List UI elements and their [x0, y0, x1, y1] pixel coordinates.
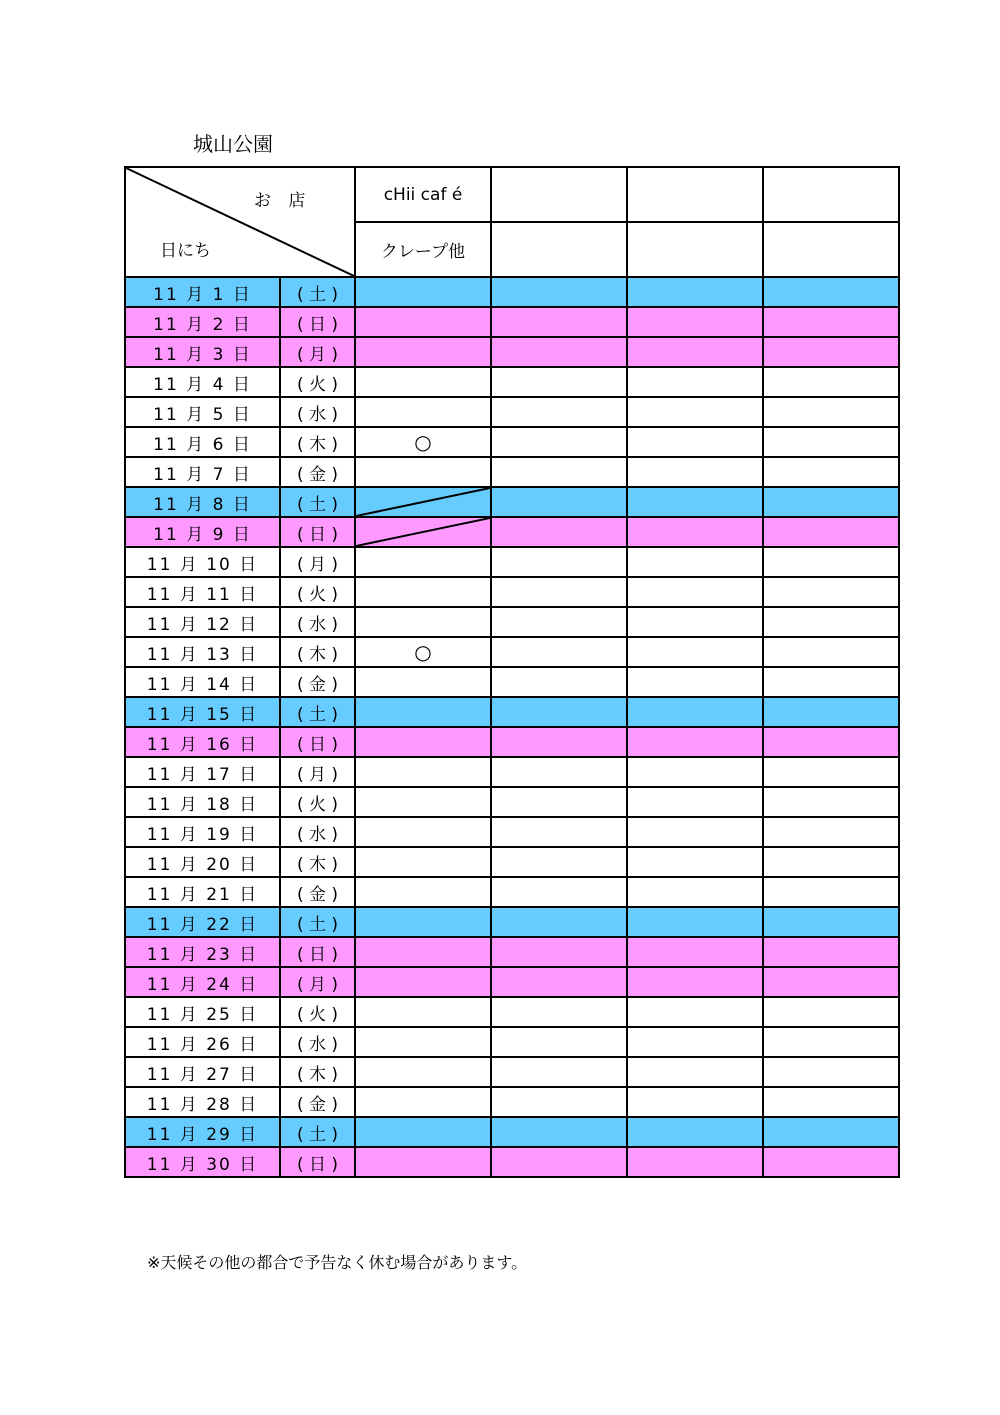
schedule-cell [627, 1027, 763, 1057]
day-row [125, 277, 899, 307]
schedule-cell [355, 1027, 491, 1057]
schedule-cell [491, 817, 627, 847]
schedule-cell [627, 697, 763, 727]
shop-sub-cell [491, 222, 627, 277]
schedule-cell [627, 1147, 763, 1177]
schedule-cell [355, 1147, 491, 1177]
weekday-cell: ( 火 ) [280, 787, 355, 817]
date-cell: 11 月 23 日 [125, 937, 280, 967]
schedule-cell [491, 607, 627, 637]
shop-axis-label: お 店 [254, 191, 312, 211]
schedule-cell [355, 967, 491, 997]
schedule-cell [355, 457, 491, 487]
schedule-cell [763, 1117, 899, 1147]
date-cell: 11 月 15 日 [125, 697, 280, 727]
schedule-cell [491, 457, 627, 487]
schedule-cell [491, 487, 627, 517]
date-cell: 11 月 20 日 [125, 847, 280, 877]
schedule-cell [355, 697, 491, 727]
weekday-cell: ( 火 ) [280, 367, 355, 397]
schedule-cell [627, 667, 763, 697]
schedule-cell [355, 397, 491, 427]
schedule-cell [627, 637, 763, 667]
weekday-cell: ( 金 ) [280, 667, 355, 697]
schedule-cell [491, 337, 627, 367]
schedule-cell [491, 577, 627, 607]
schedule-cell [763, 727, 899, 757]
date-cell: 11 月 17 日 [125, 757, 280, 787]
schedule-cell [355, 997, 491, 1027]
weekday-cell: ( 水 ) [280, 397, 355, 427]
date-cell: 11 月 27 日 [125, 1057, 280, 1087]
date-cell: 11 月 13 日 [125, 637, 280, 667]
day-row [125, 667, 899, 697]
day-row [125, 877, 899, 907]
schedule-cell [763, 697, 899, 727]
day-row [125, 1117, 899, 1147]
header-row-shop-names [125, 167, 899, 222]
date-cell: 11 月 30 日 [125, 1147, 280, 1177]
schedule-cell [491, 397, 627, 427]
schedule-cell [763, 1087, 899, 1117]
date-cell: 11 月 24 日 [125, 967, 280, 997]
schedule-cell [763, 577, 899, 607]
page-title: 城山公園 [193, 132, 273, 156]
date-cell: 11 月 25 日 [125, 997, 280, 1027]
day-row [125, 1147, 899, 1177]
weekday-cell: ( 金 ) [280, 1087, 355, 1117]
schedule-cell [491, 847, 627, 877]
schedule-cell [491, 907, 627, 937]
schedule-cell [763, 937, 899, 967]
shop-sub-cell [627, 222, 763, 277]
day-row [125, 487, 899, 517]
schedule-cell [763, 277, 899, 307]
weekday-cell: ( 金 ) [280, 457, 355, 487]
day-row [125, 607, 899, 637]
date-cell: 11 月 1 日 [125, 277, 280, 307]
header-corner-cell [125, 167, 355, 277]
schedule-cell [491, 1147, 627, 1177]
date-cell: 11 月 21 日 [125, 877, 280, 907]
day-row [125, 517, 899, 547]
date-cell: 11 月 18 日 [125, 787, 280, 817]
schedule-cell [355, 757, 491, 787]
weekday-cell: ( 土 ) [280, 907, 355, 937]
schedule-cell [627, 787, 763, 817]
schedule-cell-crossed [355, 487, 491, 517]
schedule-cell [355, 937, 491, 967]
schedule-cell [627, 967, 763, 997]
schedule-cell [491, 277, 627, 307]
weekday-cell: ( 水 ) [280, 1027, 355, 1057]
schedule-cell [763, 967, 899, 997]
schedule-cell [627, 757, 763, 787]
schedule-cell [763, 607, 899, 637]
schedule-cell [627, 487, 763, 517]
shop-sub-cell [763, 222, 899, 277]
date-cell: 11 月 6 日 [125, 427, 280, 457]
date-cell: 11 月 14 日 [125, 667, 280, 697]
schedule-cell [627, 427, 763, 457]
schedule-cell [355, 337, 491, 367]
schedule-cell [627, 1117, 763, 1147]
schedule-cell-crossed [355, 517, 491, 547]
schedule-cell [627, 337, 763, 367]
schedule-cell [355, 1087, 491, 1117]
schedule-cell [627, 1057, 763, 1087]
weekday-cell: ( 日 ) [280, 517, 355, 547]
weekday-cell: ( 水 ) [280, 607, 355, 637]
schedule-cell [763, 637, 899, 667]
schedule-cell [491, 787, 627, 817]
day-row [125, 427, 899, 457]
schedule-cell [763, 787, 899, 817]
schedule-cell [763, 877, 899, 907]
weekday-cell: ( 土 ) [280, 697, 355, 727]
schedule-cell [763, 397, 899, 427]
schedule-cell [355, 847, 491, 877]
day-row [125, 547, 899, 577]
schedule-cell [627, 937, 763, 967]
cell-slash-line [356, 518, 490, 546]
schedule-cell [627, 907, 763, 937]
day-row [125, 787, 899, 817]
shop-name-cell [763, 167, 899, 222]
cell-slash-line [356, 488, 490, 516]
day-row [125, 637, 899, 667]
schedule-cell [627, 517, 763, 547]
schedule-cell [763, 427, 899, 457]
schedule-cell: ○ [355, 427, 491, 457]
date-cell: 11 月 29 日 [125, 1117, 280, 1147]
date-cell: 11 月 11 日 [125, 577, 280, 607]
schedule-cell [627, 1087, 763, 1117]
schedule-cell [627, 307, 763, 337]
date-cell: 11 月 7 日 [125, 457, 280, 487]
schedule-cell [355, 877, 491, 907]
schedule-cell [763, 997, 899, 1027]
schedule-cell [763, 847, 899, 877]
schedule-cell [355, 667, 491, 697]
schedule-cell [491, 1027, 627, 1057]
schedule-cell [491, 937, 627, 967]
schedule-cell [355, 367, 491, 397]
date-cell: 11 月 5 日 [125, 397, 280, 427]
schedule-cell [763, 457, 899, 487]
schedule-cell [763, 1057, 899, 1087]
date-cell: 11 月 26 日 [125, 1027, 280, 1057]
schedule-cell [763, 517, 899, 547]
schedule-cell [491, 1087, 627, 1117]
schedule-cell [763, 487, 899, 517]
schedule-cell [627, 367, 763, 397]
schedule-cell [627, 397, 763, 427]
weekday-cell: ( 木 ) [280, 637, 355, 667]
schedule-cell [491, 997, 627, 1027]
weekday-cell: ( 木 ) [280, 1057, 355, 1087]
schedule-cell [491, 427, 627, 457]
day-row [125, 757, 899, 787]
schedule-cell [627, 847, 763, 877]
weekday-cell: ( 日 ) [280, 307, 355, 337]
schedule-cell [355, 607, 491, 637]
weekday-cell: ( 火 ) [280, 577, 355, 607]
schedule-cell [355, 1057, 491, 1087]
weekday-cell: ( 月 ) [280, 547, 355, 577]
weekday-cell: ( 月 ) [280, 967, 355, 997]
date-cell: 11 月 2 日 [125, 307, 280, 337]
schedule-cell [627, 817, 763, 847]
footnote: ※天候その他の都合で予告なく休む場合があります。 [147, 1253, 528, 1272]
schedule-cell [627, 997, 763, 1027]
schedule-cell [763, 1147, 899, 1177]
schedule-cell [491, 367, 627, 397]
day-row [125, 1087, 899, 1117]
schedule-cell [627, 457, 763, 487]
weekday-cell: ( 土 ) [280, 277, 355, 307]
date-cell: 11 月 4 日 [125, 367, 280, 397]
schedule-cell [355, 547, 491, 577]
schedule-cell [355, 907, 491, 937]
day-row [125, 907, 899, 937]
weekday-cell: ( 木 ) [280, 427, 355, 457]
day-row [125, 1027, 899, 1057]
schedule-cell [763, 367, 899, 397]
shop-name-cell [491, 167, 627, 222]
schedule-cell [491, 727, 627, 757]
day-row [125, 307, 899, 337]
schedule-cell [491, 877, 627, 907]
schedule-cell [763, 817, 899, 847]
schedule-cell [491, 637, 627, 667]
schedule-cell [355, 727, 491, 757]
date-cell: 11 月 22 日 [125, 907, 280, 937]
day-row [125, 997, 899, 1027]
day-row [125, 697, 899, 727]
schedule-cell [355, 577, 491, 607]
day-row [125, 727, 899, 757]
weekday-cell: ( 日 ) [280, 1147, 355, 1177]
schedule-cell [763, 907, 899, 937]
day-row [125, 967, 899, 997]
schedule-cell [491, 667, 627, 697]
schedule-cell [763, 547, 899, 577]
date-cell: 11 月 3 日 [125, 337, 280, 367]
date-cell: 11 月 12 日 [125, 607, 280, 637]
schedule-cell [491, 307, 627, 337]
schedule-cell [763, 1027, 899, 1057]
schedule-cell [627, 877, 763, 907]
schedule-cell [627, 277, 763, 307]
day-row [125, 937, 899, 967]
schedule-cell [627, 727, 763, 757]
schedule-cell [627, 577, 763, 607]
weekday-cell: ( 金 ) [280, 877, 355, 907]
day-row [125, 1057, 899, 1087]
date-cell: 11 月 16 日 [125, 727, 280, 757]
date-cell: 11 月 28 日 [125, 1087, 280, 1117]
schedule-cell [491, 1057, 627, 1087]
schedule-cell [355, 817, 491, 847]
weekday-cell: ( 水 ) [280, 817, 355, 847]
day-row [125, 847, 899, 877]
weekday-cell: ( 土 ) [280, 487, 355, 517]
schedule-cell [491, 697, 627, 727]
day-row [125, 457, 899, 487]
day-row [125, 337, 899, 367]
weekday-cell: ( 月 ) [280, 337, 355, 367]
date-axis-label: 日にち [160, 241, 211, 261]
schedule-table [124, 166, 898, 1238]
weekday-cell: ( 木 ) [280, 847, 355, 877]
schedule-cell [355, 277, 491, 307]
schedule-cell [491, 547, 627, 577]
weekday-cell: ( 日 ) [280, 937, 355, 967]
schedule-cell [763, 337, 899, 367]
day-row [125, 397, 899, 427]
shop-sub-cell: クレープ他 [355, 222, 491, 277]
weekday-cell: ( 日 ) [280, 727, 355, 757]
date-cell: 11 月 19 日 [125, 817, 280, 847]
date-cell: 11 月 10 日 [125, 547, 280, 577]
date-cell: 11 月 8 日 [125, 487, 280, 517]
schedule-cell [491, 757, 627, 787]
date-cell: 11 月 9 日 [125, 517, 280, 547]
day-row [125, 367, 899, 397]
schedule-cell [763, 757, 899, 787]
weekday-cell: ( 月 ) [280, 757, 355, 787]
schedule-cell [491, 517, 627, 547]
schedule-cell [491, 1117, 627, 1147]
schedule-cell [355, 787, 491, 817]
weekday-cell: ( 土 ) [280, 1117, 355, 1147]
shop-name-cell [627, 167, 763, 222]
schedule-cell [355, 1117, 491, 1147]
schedule-cell [627, 547, 763, 577]
schedule-cell [627, 607, 763, 637]
schedule-cell [491, 967, 627, 997]
schedule-cell [355, 307, 491, 337]
schedule-cell: ○ [355, 637, 491, 667]
weekday-cell: ( 火 ) [280, 997, 355, 1027]
day-row [125, 817, 899, 847]
day-row [125, 577, 899, 607]
schedule-cell [763, 307, 899, 337]
shop-name-cell: cHii caf é [355, 167, 491, 222]
schedule-cell [763, 667, 899, 697]
